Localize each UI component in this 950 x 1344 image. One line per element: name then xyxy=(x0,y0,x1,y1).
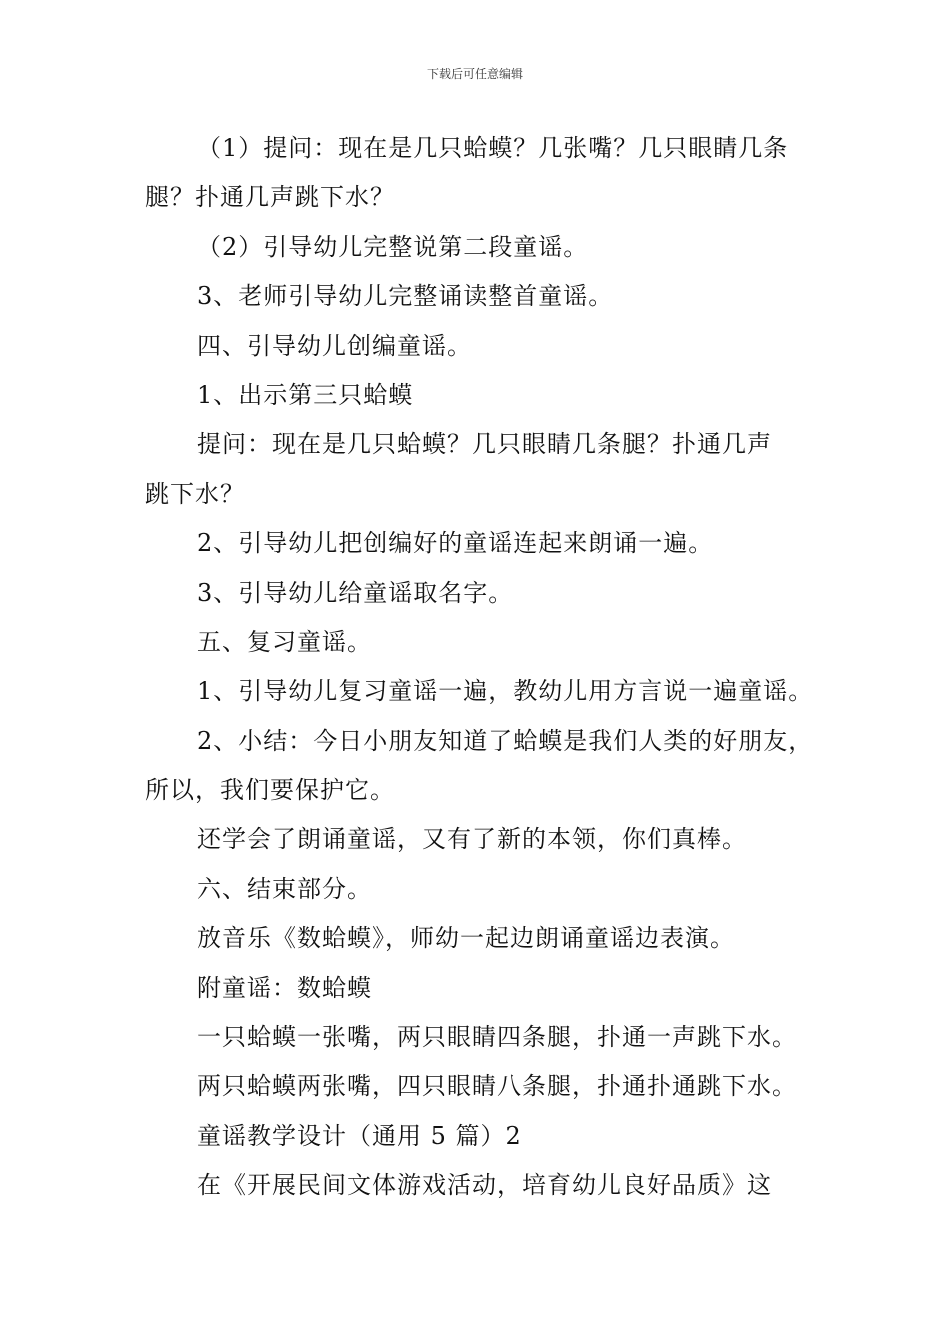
text-line: 放音乐《数蛤蟆》，师幼一起边朗诵童谣边表演。 xyxy=(197,924,735,953)
text-line: 1、引导幼儿复习童谣一遍，教幼儿用方言说一遍童谣。 xyxy=(197,677,814,706)
text-line: 腿？扑通几声跳下水？ xyxy=(145,183,395,212)
section-heading: 五、复习童谣。 xyxy=(197,627,372,656)
section-heading: 童谣教学设计（通用 5 篇）2 xyxy=(197,1121,522,1150)
text-line: 2、引导幼儿把创编好的童谣连起来朗诵一遍。 xyxy=(197,529,714,558)
text-line: 附童谣：数蛤蟆 xyxy=(197,973,372,1002)
text-line: 1、出示第三只蛤蟆 xyxy=(197,380,414,409)
text-line: （2）引导幼儿完整说第二段童谣。 xyxy=(197,232,589,261)
text-line: 所以，我们要保护它。 xyxy=(145,776,395,805)
text-line: 3、引导幼儿给童谣取名字。 xyxy=(197,578,514,607)
section-heading: 四、引导幼儿创编童谣。 xyxy=(197,331,472,360)
text-line: 3、老师引导幼儿完整诵读整首童谣。 xyxy=(197,282,614,311)
text-line: 在《开展民间文体游戏活动，培育幼儿良好品质》这 xyxy=(197,1171,772,1200)
text-line: 跳下水？ xyxy=(145,479,245,508)
text-line: 一只蛤蟆一张嘴，两只眼睛四条腿，扑通一声跳下水。 xyxy=(197,1023,797,1052)
page-header: 下载后可任意编辑 xyxy=(426,67,523,81)
text-line: （1）提问：现在是几只蛤蟆？几张嘴？几只眼睛几条 xyxy=(197,134,789,162)
text-line: 2、小结：今日小朋友知道了蛤蟆是我们人类的好朋友， xyxy=(197,726,814,755)
document-body xyxy=(145,124,825,1211)
section-heading: 六、结束部分。 xyxy=(197,874,372,903)
text-line: 提问：现在是几只蛤蟆？几只眼睛几条腿？扑通几声 xyxy=(197,430,772,459)
text-line: 两只蛤蟆两张嘴，四只眼睛八条腿，扑通扑通跳下水。 xyxy=(197,1072,797,1101)
text-line: 还学会了朗诵童谣，又有了新的本领，你们真棒。 xyxy=(197,825,747,854)
